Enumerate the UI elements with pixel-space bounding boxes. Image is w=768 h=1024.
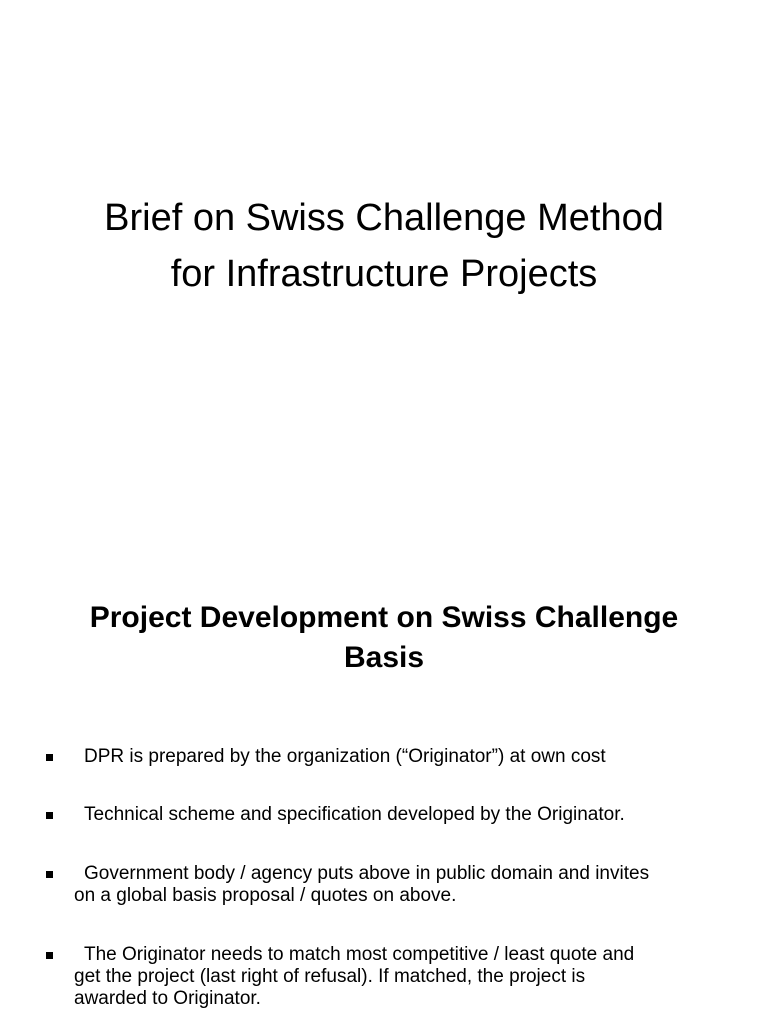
square-bullet-icon — [46, 812, 53, 819]
square-bullet-icon — [46, 754, 53, 761]
square-bullet-icon — [46, 952, 53, 959]
bullet-text: get the project (last right of refusal). If matched, the project is — [74, 966, 586, 987]
bullet-text: Government body / agency puts above in public domain and invites — [84, 863, 650, 884]
slide-title-line-2: for Infrastructure Projects — [170, 253, 598, 295]
section-heading-line-1: Project Development on Swiss Challenge — [89, 601, 679, 634]
slide-title-line-1: Brief on Swiss Challenge Method — [104, 197, 664, 239]
bullet-text: awarded to Originator. — [74, 988, 261, 1009]
bullet-text: DPR is prepared by the organization (“Originator”) at own cost — [84, 746, 606, 767]
square-bullet-icon — [46, 871, 53, 878]
bullet-text: Technical scheme and specification developed by the Originator. — [84, 804, 625, 825]
bullet-text: on a global basis proposal / quotes on above. — [74, 885, 457, 906]
bullet-text: The Originator needs to match most competitive / least quote and — [84, 944, 635, 965]
section-heading-line-2: Basis — [343, 641, 425, 674]
